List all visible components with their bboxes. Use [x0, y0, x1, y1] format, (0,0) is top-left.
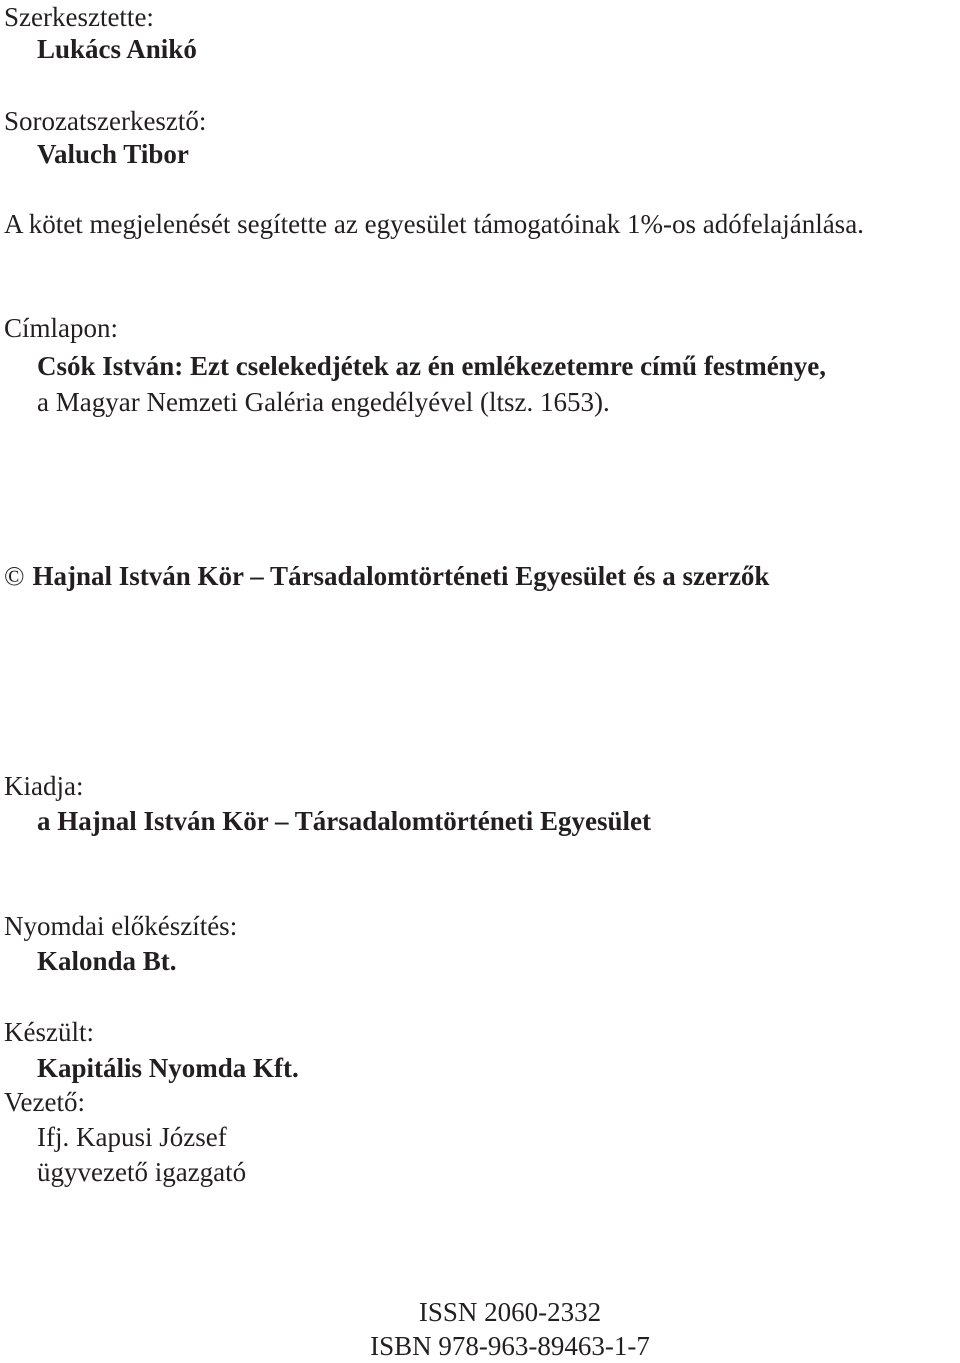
cover-title: Csók István: Ezt cselekedjétek az én emlékezetemre című festménye, — [37, 351, 827, 381]
copyright-line — [4, 559, 769, 593]
editor-label: Szerkesztette: — [4, 2, 154, 32]
support-note: A kötet megjelenését segítette az egyesület támogatóinak 1%-os adófelajánlása. — [4, 209, 864, 239]
printer-label: Készült: — [4, 1017, 94, 1047]
manager-name: Ifj. Kapusi József — [37, 1122, 227, 1152]
publisher-name: a Hajnal István Kör – Társadalomtörténeti Egyesület — [37, 806, 651, 836]
copyright-holder: Hajnal István Kör – Társadalomtörténeti Egyesület és a szerzők — [32, 561, 770, 591]
publisher-label: Kiadja: — [4, 771, 84, 801]
editor-name: Lukács Anikó — [37, 34, 197, 64]
series-editor-label: Sorozatszerkesztő: — [4, 106, 207, 136]
manager-title: ügyvezető igazgató — [37, 1157, 247, 1187]
printer-name: Kapitális Nyomda Kft. — [37, 1053, 299, 1083]
cover-permission: a Magyar Nemzeti Galéria engedélyével (ltsz. 1653). — [37, 387, 610, 417]
cover-label: Címlapon: — [4, 313, 118, 343]
copyright-symbol: © — [4, 561, 25, 591]
prepress-name: Kalonda Bt. — [37, 946, 177, 976]
isbn: ISBN 978-963-89463-1-7 — [370, 1331, 650, 1361]
series-editor-name: Valuch Tibor — [37, 139, 189, 169]
issn: ISSN 2060-2332 — [418, 1297, 602, 1327]
prepress-label: Nyomdai előkészítés: — [4, 911, 238, 941]
manager-label: Vezető: — [4, 1087, 85, 1117]
